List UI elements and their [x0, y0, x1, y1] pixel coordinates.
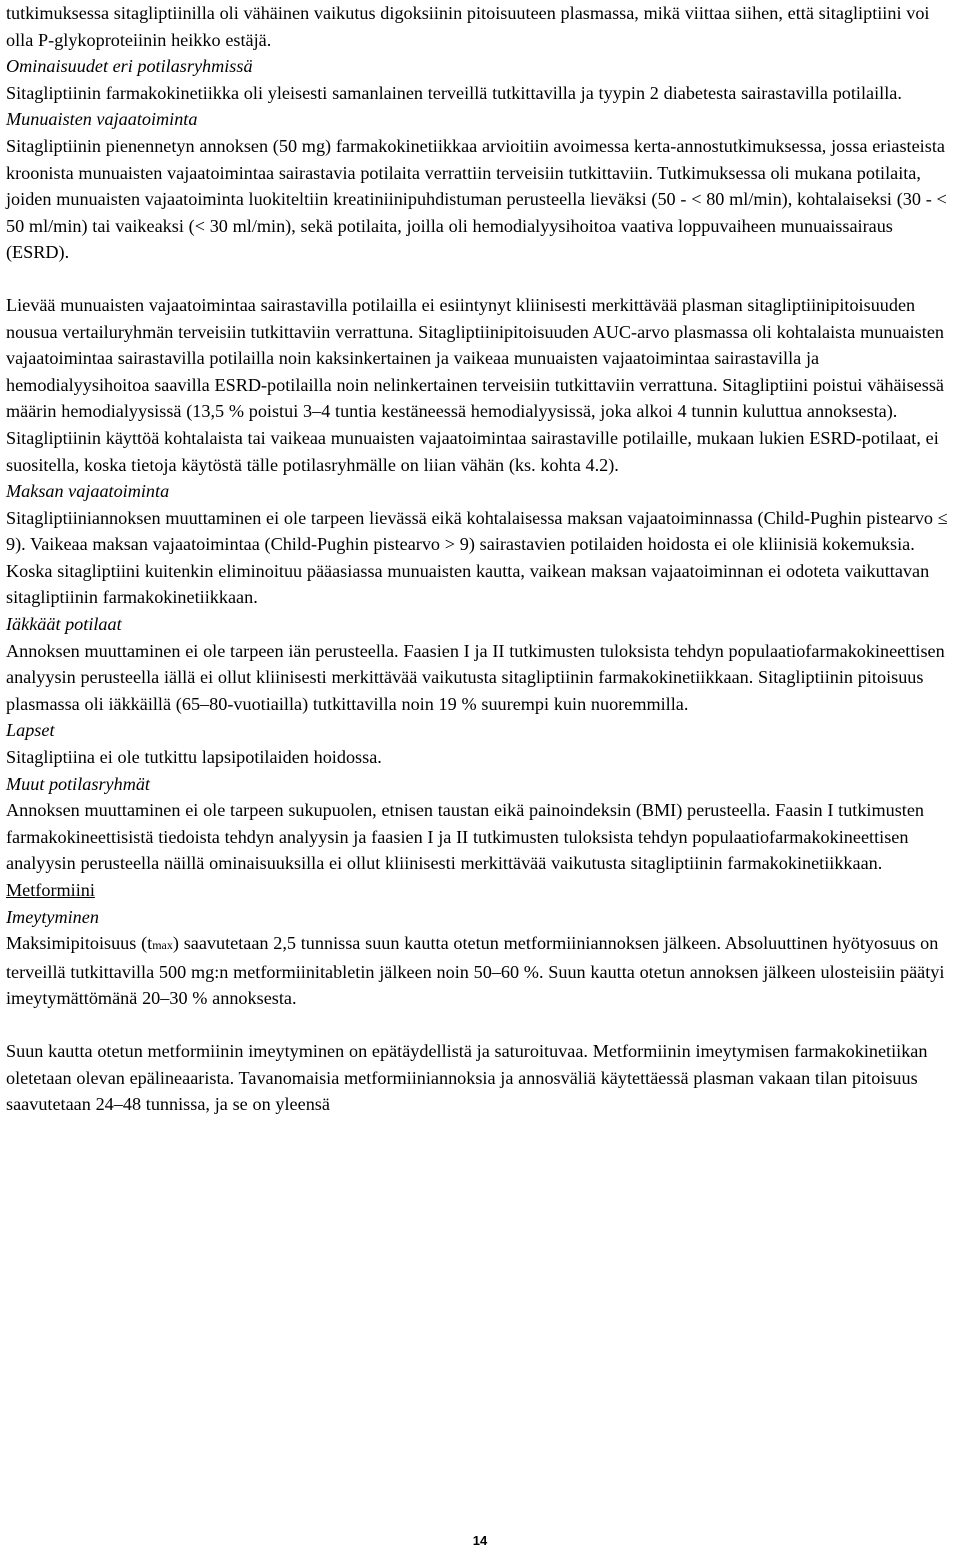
absorption-text-post: ) saavutetaan 2,5 tunnissa suun kautta otetun metformiiniannoksen jälkeen. Absoluuttinen hyötyosuus on terveillä tutkittavilla 500 mg:n metformiinitabletin jälkeen noin 50–60 %. Suun kautta otetun annoksen jälkeen ulosteisiin päätyi imeytymättömänä 20–30 % annoksesta.: [6, 933, 945, 1009]
paragraph-renal-2: Lievää munuaisten vajaatoimintaa sairastavilla potilailla ei esiintynyt kliinisesti merkittävää plasman sitagliptiinipitoisuuden nousua vertailuryhmän terveisiin tutkittaviin verrattuna. Sitagliptiinipitoisuuden AUC-arvo plasmassa oli kohtalaista munuaisten vajaatoimintaa sairastavilla potilailla noin kaksinkertainen ja vaikeaa munuaisten vajaatoimintaa sairastavilla ja hemodialyysihoitoa saavilla ESRD-potilailla noin nelinkertainen terveisiin tutkittaviin verrattuna. Sitagliptiini poistui vähäisessä määrin hemodialyysissä (13,5 % poistui 3–4 tuntia kestäneessä hemodialyysissä, joka alkoi 4 tunnin kuluttua annoksesta). Sitagliptiinin käyttöä kohtalaista tai vaikeaa munuaisten vajaatoimintaa sairastaville potilaille, mukaan lukien ESRD-potilaat, ei suositella, koska tietoja käytöstä tälle potilasryhmälle on liian vähän (ks. kohta 4.2).: [6, 294, 944, 475]
heading-hepatic-impairment: Maksan vajaatoiminta: [6, 481, 170, 502]
document-body: [6, 0, 954, 1118]
heading-elderly: Iäkkäät potilaat: [6, 614, 122, 635]
paragraph-absorption-2: Suun kautta otetun metformiinin imeytyminen on epätäydellistä ja saturoituvaa. Metformiinin imeytymisen farmakokinetiikan oletetaan olevan epälineaarista. Tavanomaisia metformiiniannoksia ja annosväliä käytettäessä plasman vakaan tilan pitoisuus saavutetaan 24–48 tunnissa, ja se on yleensä: [6, 1040, 928, 1115]
paragraph-elderly: Annoksen muuttaminen ei ole tarpeen iän perusteella. Faasien I ja II tutkimusten tuloksista tehdyn populaatiofarmakokineettisen analyysin perusteella iällä ei ollut kliinisesti merkittävää vaikutusta sitagliptiinin farmakokinetiikkaan. Sitagliptiinin pitoisuus plasmassa oli iäkkäillä (65–80-vuotiailla) tutkittavilla noin 19 % suurempi kuin nuoremmilla.: [6, 640, 945, 714]
absorption-text-pre: Maksimipitoisuus (t: [6, 933, 153, 954]
paragraph-absorption-1: [6, 930, 954, 1012]
heading-other-groups: Muut potilasryhmät: [6, 773, 150, 794]
page-number: 14: [472, 1533, 488, 1548]
paragraph-children: Sitagliptiina ei ole tutkittu lapsipotilaiden hoidossa.: [6, 747, 382, 768]
paragraph-intro: tutkimuksessa sitagliptiinilla oli vähäinen vaikutus digoksiinin pitoisuuteen plasmassa, mikä viittaa siihen, että sitagliptiini voi olla P-glykoproteiinin heikko estäjä.: [6, 3, 930, 50]
heading-patient-groups: Ominaisuudet eri potilasryhmissä: [6, 56, 253, 77]
heading-renal-impairment: Munuaisten vajaatoiminta: [6, 109, 198, 130]
paragraph-other-groups: Annoksen muuttaminen ei ole tarpeen sukupuolen, etnisen taustan eikä painoindeksin (BMI) perusteella. Faasin I tutkimusten farmakokineettisistä tiedoista tehdyn analyysin ja faasien I ja II tutkimusten tuloksista tehdyn populaatiofarmakokineettisen analyysin perusteella näillä ominaisuuksilla ei ollut kliinisesti merkittävää vaikutusta sitagliptiinin farmakokinetiikkaan.: [6, 800, 925, 874]
paragraph-patient-groups: Sitagliptiinin farmakokinetiikka oli yleisesti samanlainen terveillä tutkittavilla ja tyypin 2 diabetesta sairastavilla potilailla.: [6, 82, 902, 103]
heading-absorption: Imeytyminen: [6, 906, 99, 927]
heading-children: Lapset: [6, 720, 55, 741]
absorption-subscript-max: max: [152, 938, 173, 953]
paragraph-renal-1: Sitagliptiinin pienennetyn annoksen (50 mg) farmakokinetiikkaa arvioitiin avoimessa kerta-annostutkimuksessa, jossa eriasteista kroonista munuaisten vajaatoimintaa sairastavia potilaita verrattiin terveisiin tutkittaviin. Tutkimuksessa oli mukana potilaita, joiden munuaisten vajaatoiminta luokiteltiin kreatiniinipuhdistuman perusteella lieväksi (50 - < 80 ml/min), kohtalaiseksi (30 - < 50 ml/min) tai vaikeaksi (< 30 ml/min), sekä potilaita, joilla oli hemodialyysihoitoa vaativa loppuvaiheen munuaissairaus (ESRD).: [6, 135, 947, 263]
paragraph-hepatic: Sitagliptiiniannoksen muuttaminen ei ole tarpeen lievässä eikä kohtalaisessa maksan vajaatoiminnassa (Child-Pughin pistearvo ≤ 9). Vaikeaa maksan vajaatoimintaa (Child-Pughin pistearvo > 9) sairastavien potilaiden hoidosta ei ole kliinisiä kokemuksia. Koska sitagliptiini kuitenkin eliminoituu pääasiassa munuaisten kautta, vaikean maksan vajaatoiminnan ei odoteta vaikuttavan sitagliptiinin farmakokinetiikkaan.: [6, 507, 948, 608]
heading-metformin: Metformiini: [6, 880, 95, 900]
